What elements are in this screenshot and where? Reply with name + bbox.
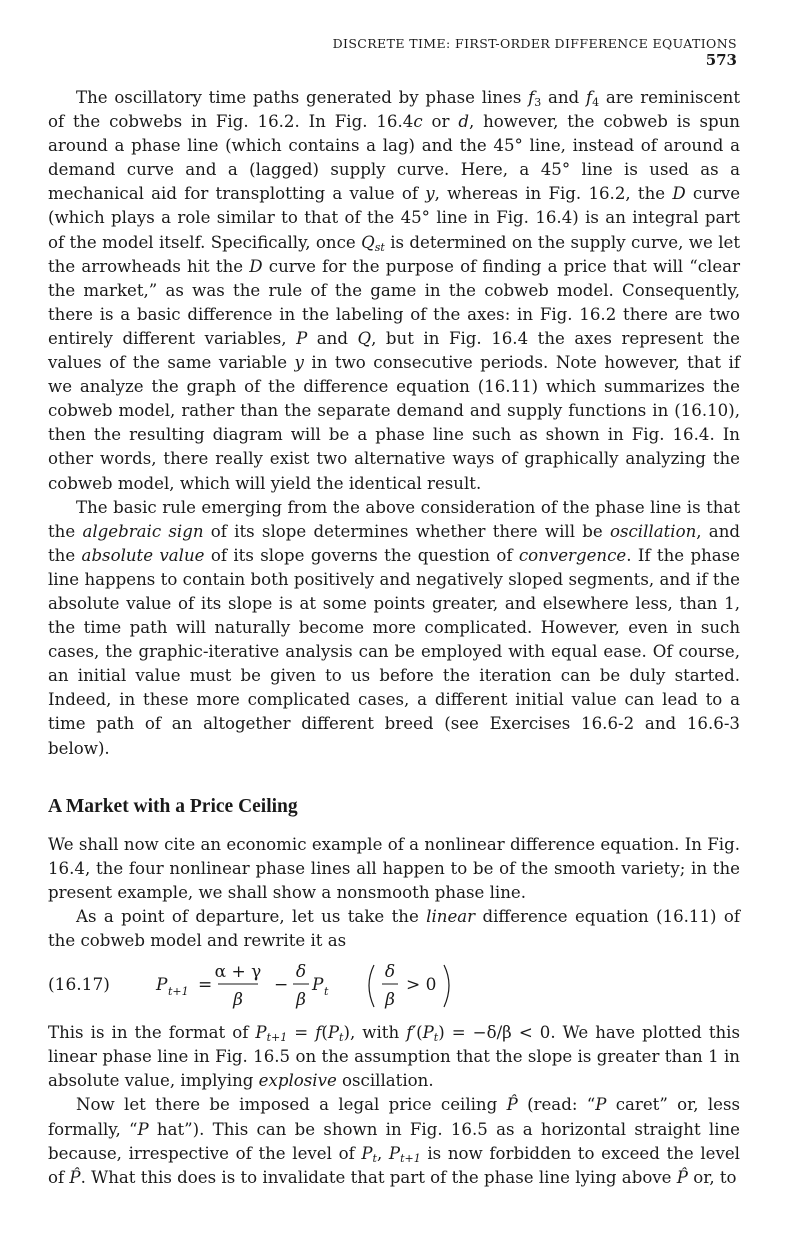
eq-minus: − [274, 975, 289, 996]
eq-term-sub: t [324, 985, 329, 999]
paragraph-2: The basic rule emerging from the above consideration of the phase line is that the algebraic sign of its slope determines whether there will be oscillation, and the absolute value of its slope governs the question of convergence. If the phase line happens to contain both positively and negatively sloped segments, and if the absolute value of its slope is at some points greater, and elsewhere less, than 1, the time path will naturally become more complicated. However, even in such cases, the graphic-iterative analysis can be employed with equal ease. Of course, an initial value must be given to us before the iteration can be duly started. Indeed, in these more complicated cases, a different initial value can lead to a time path of an altogether different breed (see Exercises 16.6-2 and 16.6-3 below). [48, 497, 741, 758]
page-number: 573 [705, 51, 737, 69]
paragraph-4: As a point of departure, let us take the linear difference equation (16.11) of the cobweb model and rewrite it as [48, 907, 741, 951]
eq-frac1-den: β [233, 990, 243, 1011]
eq-cond-num: δ [384, 962, 396, 983]
eq-frac2-den: β [296, 990, 306, 1011]
eq-cond-den: β [385, 990, 395, 1011]
section-heading: A Market with a Price Ceiling [48, 795, 298, 817]
running-header [300, 36, 737, 69]
equation-body [48, 957, 740, 1015]
eq-equals: = [198, 975, 213, 996]
equation-number: (16.17) [48, 975, 110, 996]
running-title: DISCRETE TIME: FIRST-ORDER DIFFERENCE EQUATIONS [332, 36, 737, 51]
eq-right-paren [444, 965, 449, 1007]
body-text [48, 86, 740, 1190]
paragraph-5: This is in the format of $P_{t+1} = f(P_t)$, with $f'(P_t) = -\delta/\beta < 0$. We have plotted this linear phase line in Fig. 16.5 on the assumption that the slope is greater than 1 in absolute value, implying explosive oscillation. [48, 1023, 741, 1091]
eq-lhs-sub: t+1 [168, 985, 189, 999]
eq-lhs-var: P [156, 975, 168, 996]
paragraph-3: We shall now cite an economic example of a nonlinear difference equation. In Fig. 16.4, the four nonlinear phase lines all happen to be of the smooth variety; in the present example, we shall show a nonsmooth phase line. [48, 834, 740, 902]
equation-16-17 [48, 957, 740, 1015]
paragraph-1: The oscillatory time paths generated by phase lines $f_3$ and $f_4$ are reminiscent of the cobwebs in Fig. 16.2. In Fig. 16.4c or d, however, the cobweb is spun around a phase line (which contains a lag) and the 45° line, instead of around a demand curve and a (lagged) supply curve. Here, a 45° line is used as a mechanical aid for transplotting a value of y, whereas in Fig. 16.2, the D curve (which plays a role similar to that of the 45° line in Fig. 16.4) is an integral part of the model itself. Specifically, once $Q_{st}$ is determined on the supply curve, we let the arrowheads hit the D curve for the purpose of finding a price that will “clear the market,” as was the rule of the game in the cobweb model. Consequently, there is a basic difference in the labeling of the axes: in Fig. 16.2 there are two entirely different variables, P and Q, but in Fig. 16.4 the axes represent the values of the same variable y in two consecutive periods. Note however, that if we analyze the graph of the difference equation (16.11) which summarizes the cobweb model, rather than the separate demand and supply functions in (16.10), then the resulting diagram will be a phase line such as shown in Fig. 16.4. In other words, there really exist two alternative ways of graphically analyzing the cobweb model, which will yield the identical result. [48, 88, 741, 493]
eq-frac1-num: α + γ [214, 962, 262, 983]
eq-term-var: P [312, 975, 324, 996]
eq-frac2-num: δ [295, 962, 307, 983]
eq-left-paren [369, 965, 374, 1007]
eq-cond-rel: > 0 [406, 975, 437, 996]
paragraph-6: Now let there be imposed a legal price ceiling P̂ (read: “P caret” or, less formally, “P hat”). This can be shown in Fig. 16.5 as a horizontal straight line because, irrespective of the level of $P_t$, $P_{t+1}$ is now forbidden to exceed the level of P̂. What this does is to invalidate that part of the phase line lying above P̂ or, to [48, 1095, 741, 1187]
